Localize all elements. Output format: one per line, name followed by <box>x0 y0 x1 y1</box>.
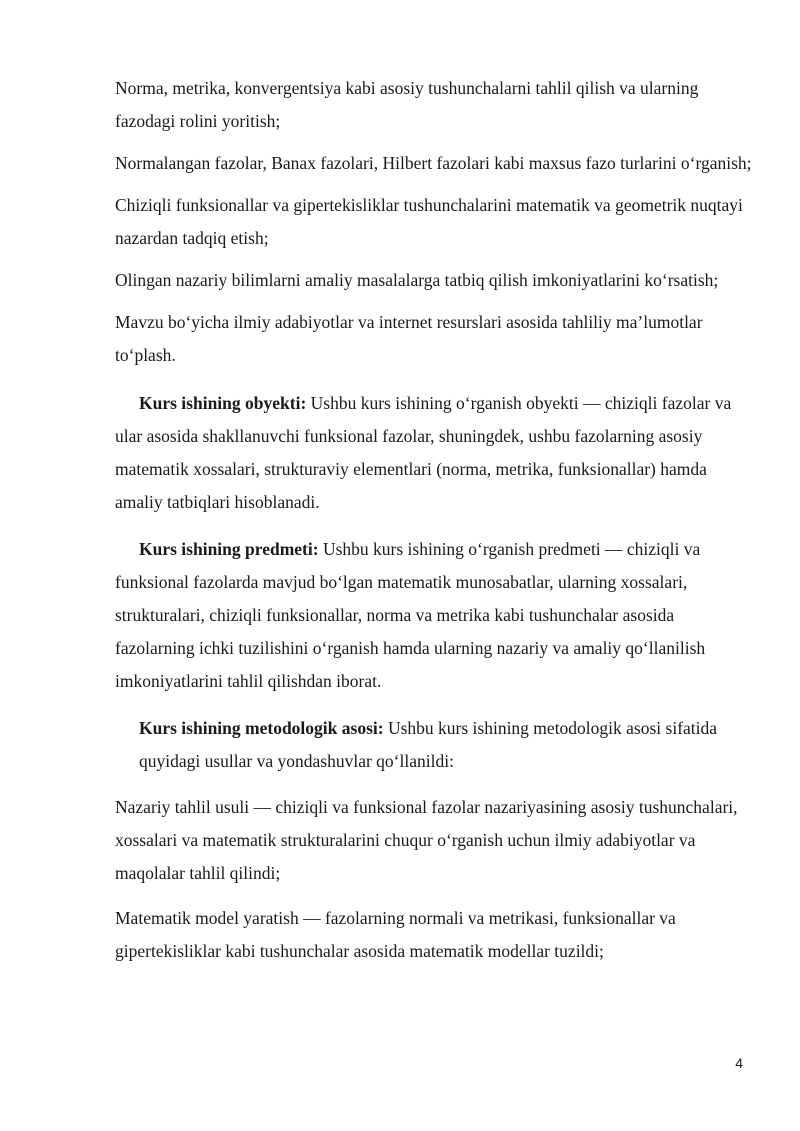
subject-paragraph <box>115 533 755 698</box>
method-item: Matematik model yaratish — fazolarning normali va metrikasi, funksionallar va gipertekisliklar kabi tushunchalar asosida matematik modellar tuzildi; <box>115 908 676 961</box>
subject-label: Kurs ishining predmeti: <box>139 539 319 559</box>
objective-item: Normalangan fazolar, Banax fazolari, Hilbert fazolari kabi maxsus fazo turlarini o‘rganish; <box>115 153 752 173</box>
objective-item: Norma, metrika, konvergentsiya kabi asosiy tushunchalarni tahlil qilish va ularning fazodagi rolini yoritish; <box>115 78 699 131</box>
page-number: 4 <box>735 1055 743 1071</box>
page-content <box>115 72 755 980</box>
object-label: Kurs ishining obyekti: <box>139 393 307 413</box>
methodology-label: Kurs ishining metodologik asosi: <box>139 718 384 738</box>
method-item: Nazariy tahlil usuli — chiziqli va funksional fazolar nazariyasining asosiy tushunchalari, xossalari va matematik strukturalarini chuqur o‘rganish uchun ilmiy adabiyotlar va maqolalar tahlil qilindi; <box>115 797 738 883</box>
methodology-text: Ushbu kurs ishining metodologik asosi sifatida quyidagi usullar va yondashuvlar qo‘llanildi: <box>139 718 718 771</box>
subject-text: Ushbu kurs ishining o‘rganish predmeti — chiziqli va funksional fazolarda mavjud bo‘lgan matematik munosabatlar, ularning xossalari, strukturalari, chiziqli funksionallar, norma va metrika kabi tushunchalar asosida fazolarning ichki tuzilishini o‘rganish hamda ularning nazariy va amaliy qo‘llanilish imkoniyatlarini tahlil qilishdan iborat. <box>115 539 706 691</box>
objective-item: Mavzu bo‘yicha ilmiy adabiyotlar va internet resurslari asosida tahliliy ma’lumotlar to‘plash. <box>115 312 703 365</box>
objective-item: Chiziqli funksionallar va gipertekisliklar tushunchalarini matematik va geometrik nuqtayi nazardan tadqiq etish; <box>115 195 743 248</box>
objective-item: Olingan nazariy bilimlarni amaliy masalalarga tatbiq qilish imkoniyatlarini ko‘rsatish; <box>115 270 719 290</box>
objectives-list <box>115 72 755 372</box>
object-paragraph <box>115 387 755 519</box>
methods-list <box>115 791 755 968</box>
methodology-paragraph <box>139 712 755 778</box>
object-text: Ushbu kurs ishining o‘rganish obyekti — chiziqli fazolar va ular asosida shakllanuvchi funksional fazolar, shuningdek, ushbu fazolarning asosiy matematik xossalari, strukturaviy elementlari (norma, metrika, funksionallar) hamda amaliy tatbiqlari hisoblanadi. <box>115 393 732 512</box>
